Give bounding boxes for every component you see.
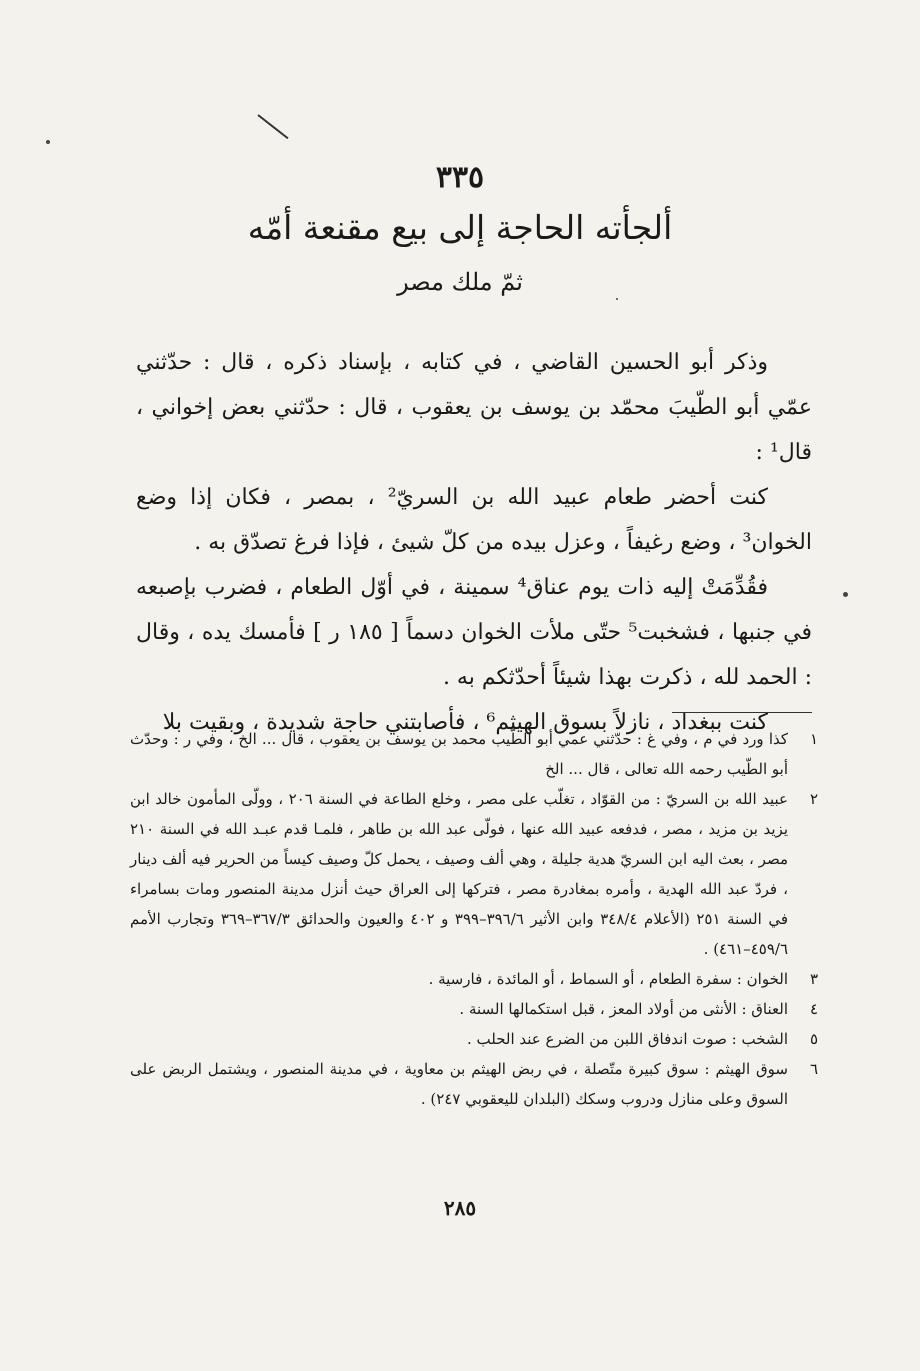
ink-stroke (257, 114, 288, 139)
footnote (130, 724, 820, 784)
footnote-number: ٦ (809, 1060, 818, 1078)
footnote (130, 964, 820, 994)
paragraph: فقُدِّمَتْ إليه ذات يوم عناق⁴ سمينة ، في أوّل الطعام ، فضرب بإصبعه في جنبها ، فشخبت⁵ حتّى ملأت الخوان دسماً [ ١٨٥ ر ] فأمسك يده ، وقال : الحمد لله ، ذكرت بهذا شيئاً أحدّثكم به . (136, 575, 812, 690)
footnote-number: ٣ (809, 970, 818, 988)
footnotes (130, 724, 820, 1114)
story-title: ألجأته الحاجة إلى بيع مقنعة أمّه (247, 208, 673, 247)
footnote-separator (672, 712, 812, 713)
footnote-number: ٥ (809, 1030, 818, 1048)
footnote-number: ١ (809, 730, 818, 748)
footnote (130, 994, 820, 1024)
story-subtitle: ثمّ ملك مصر (397, 268, 523, 296)
footnote (130, 784, 820, 964)
footnote-number: ٢ (809, 790, 818, 808)
page-number: ٢٨٥ (443, 1196, 477, 1220)
footnote (130, 1024, 820, 1054)
ink-speck (616, 298, 618, 300)
paragraph: وذكر أبو الحسين القاضي ، في كتابه ، بإسناد ذكره ، قال : حدّثني عمّي أبو الطّيبَ محمّد بن يوسف بن يعقوب ، قال : حدّثني بعض إخواني ، قال¹ : (136, 350, 812, 465)
footnote (130, 1054, 820, 1114)
footnote-number: ٤ (809, 1000, 818, 1018)
footnote-text: الخوان : سفرة الطعام ، أو السماط ، أو المائدة ، فارسية . (428, 970, 788, 988)
ink-speck (843, 592, 848, 597)
ink-speck (46, 140, 50, 144)
footnote-text: الشخب : صوت اندفاق اللبن من الضرع عند الحلب . (466, 1030, 788, 1048)
paragraph: كنت ببغداد ، نازلاً بسوق الهيثم⁶ ، فأصابتني حاجة شديدة ، وبقيت بلا (162, 710, 768, 735)
footnote-text: عبيد الله بن السريّ : من القوّاد ، تغلّب على مصر ، وخلع الطاعة في السنة ٢٠٦ ، وولّى المأمون خالد ابن يزيد بن مزيد ، مصر ، فدفعه عبيد الله عنها ، فولّى عبد الله بن طاهر ، فلمـا قدم عبـد الله في السنة ٢١٠ مصر ، بعث اليه ابن السريّ هدية جليلة ، وهي ألف وصيف ، يحمل كلّ وصيف كيساً من الحرير فيه ألف دينار ، فردّ عبد الله الهدية ، وأمره بمغادرة مصر ، فتركها إلى العراق حيث أنزل مدينة المنصور ومات بسامراء في السنة ٢٥١ (الأعلام ٣٤٨/٤ وابن الأثير ٣٩٦/٦–٣٩٩ و ٤٠٢ والعيون والحدائق ٣٦٧/٣–٣٦٩ وتجارب الأمم ٤٥٩/٦–٤٦١) . (130, 790, 788, 958)
paragraph: كنت أحضر طعام عبيد الله بن السريّ² ، بمصر ، فكان إذا وضع الخوان³ ، وضع رغيفاً ، وعزل بيده من كلّ شيئ ، فإذا فرغ تصدّق به . (136, 485, 812, 555)
story-number: ٣٣٥ (435, 160, 485, 195)
main-text (136, 340, 812, 745)
footnote-text: العناق : الأنثى من أولاد المعز ، قبل استكمالها السنة . (459, 1000, 788, 1018)
footnote-text: سوق الهيثم : سوق كبيرة متّصلة ، في ربض الهيثم بن معاوية ، في مدينة المنصور ، ويشتمل الربض على السوق وعلى منازل ودروب وسكك (البلدان لليعقوبي ٢٤٧) . (130, 1060, 788, 1108)
footnote-text: كذا ورد في م ، وفي غ : حدّثني عمي أبو الطّيب محمد بن يوسف بن يعقوب ، قال ... الخ ، وفي ر : وحدّث أبو الطّيب رحمه الله تعالى ، قال ... الخ (130, 730, 788, 778)
